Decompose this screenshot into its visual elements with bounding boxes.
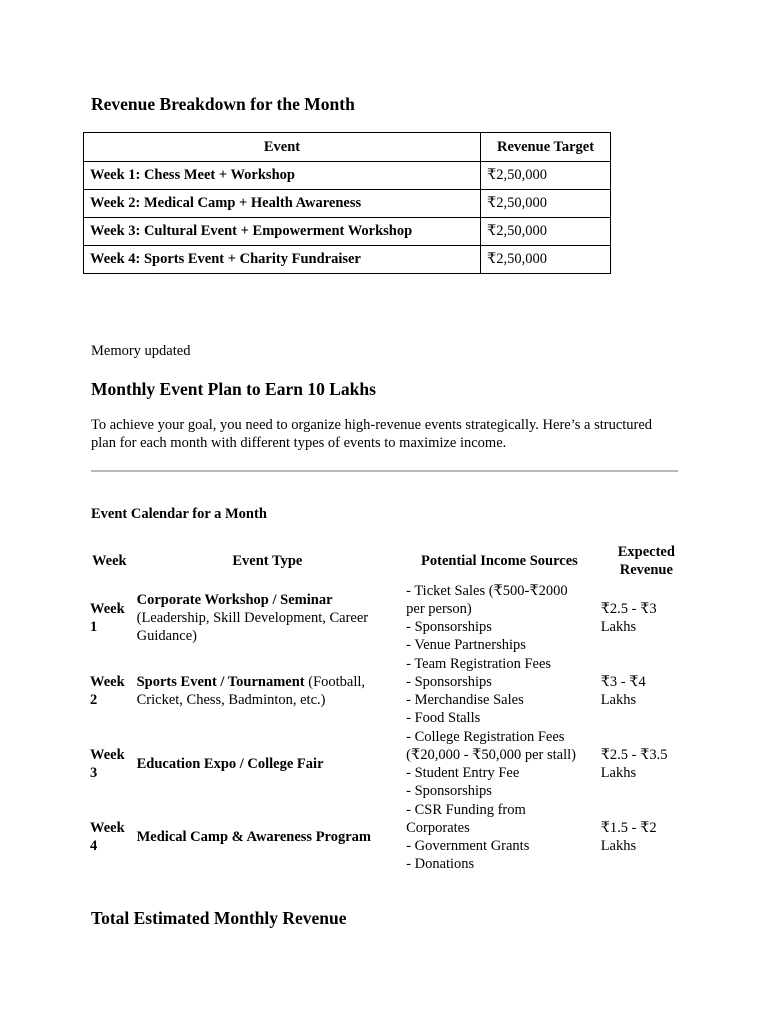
income-sources-cell [402, 800, 597, 873]
income-source-item: - Sponsorships [406, 782, 492, 799]
event-type-title: Education Expo / College Fair [136, 755, 324, 772]
table-row [84, 246, 611, 274]
week-label: Week [90, 819, 125, 836]
target-cell: ₹2,50,000 [481, 190, 611, 218]
event-type-title: Corporate Workshop / Seminar [136, 591, 333, 608]
income-source-item: - Donations [406, 855, 475, 872]
table-row [84, 190, 611, 218]
plan-intro-line: plan for each month with different types of events to maximize income. [91, 435, 507, 451]
revenue-unit: Lakhs [600, 691, 637, 708]
income-sources-cell [402, 727, 597, 800]
event-cell: Week 4: Sports Event + Charity Fundraiser [84, 246, 481, 274]
target-cell: ₹2,50,000 [481, 218, 611, 246]
revenue-unit: Lakhs [600, 618, 637, 635]
event-type-title: Medical Camp & Awareness Program [136, 828, 371, 845]
income-source-item: - Venue Partnerships [406, 636, 526, 653]
target-cell: ₹2,50,000 [481, 246, 611, 274]
event-type-cell [133, 654, 403, 727]
income-source-item: - Sponsorships [406, 673, 492, 690]
memory-updated-note: Memory updated [91, 343, 191, 359]
event-calendar-heading: Event Calendar for a Month [91, 506, 267, 522]
column-header-week: Week [91, 553, 127, 569]
income-source-item: - CSR Funding from [406, 801, 526, 818]
income-sources-cell [402, 581, 597, 654]
table-row [84, 218, 611, 246]
table-row [86, 581, 696, 654]
week-cell [86, 727, 133, 800]
table-row [86, 800, 696, 873]
income-source-item: per person) [406, 600, 472, 617]
column-header-revenue-target: Revenue Target [481, 133, 611, 162]
week-cell [86, 654, 133, 727]
expected-revenue-cell [597, 581, 696, 654]
revenue-unit: Lakhs [600, 764, 637, 781]
week-number: 1 [90, 618, 98, 635]
column-header-event-type: Event Type [232, 553, 303, 569]
income-source-item: - Merchandise Sales [406, 691, 524, 708]
week-label: Week [90, 746, 125, 763]
event-type-cell [133, 581, 403, 654]
revenue-breakdown-table [83, 132, 611, 274]
week-label: Week [90, 600, 125, 617]
column-header-income-sources: Potential Income Sources [421, 553, 578, 569]
event-type-title: Sports Event / Tournament [136, 673, 305, 690]
income-source-item: - Ticket Sales (₹500-₹2000 [406, 582, 568, 599]
table-header-row [84, 133, 611, 162]
income-source-item: (₹20,000 - ₹50,000 per stall) [406, 746, 577, 763]
target-cell: ₹2,50,000 [481, 162, 611, 190]
event-calendar-table [86, 541, 696, 873]
plan-intro-line: To achieve your goal, you need to organize high-revenue events strategically. Here’s a structured [91, 417, 653, 433]
table-row [84, 162, 611, 190]
horizontal-divider [91, 470, 678, 472]
event-type-cell [133, 727, 403, 800]
column-header-expected-revenue [597, 541, 696, 581]
week-label: Week [90, 673, 125, 690]
income-source-item: - Student Entry Fee [406, 764, 520, 781]
revenue-range: ₹2.5 - ₹3.5 [600, 746, 668, 763]
revenue-range: ₹2.5 - ₹3 [600, 600, 657, 617]
revenue-unit: Lakhs [600, 837, 637, 854]
header-text: Expected [617, 544, 675, 560]
week-number: 4 [90, 837, 98, 854]
week-number: 3 [90, 764, 98, 781]
column-header-event: Event [84, 133, 481, 162]
total-revenue-heading: Total Estimated Monthly Revenue [91, 908, 347, 928]
event-cell: Week 1: Chess Meet + Workshop [84, 162, 481, 190]
plan-intro [91, 416, 652, 452]
monthly-plan-heading: Monthly Event Plan to Earn 10 Lakhs [91, 379, 376, 399]
expected-revenue-cell [597, 800, 696, 873]
income-source-item: - Food Stalls [406, 709, 481, 726]
income-source-item: - College Registration Fees [406, 728, 565, 745]
event-type-detail: (Football, [304, 673, 366, 690]
header-text: Revenue [619, 562, 673, 578]
revenue-breakdown-heading: Revenue Breakdown for the Month [91, 94, 355, 114]
event-type-detail: Cricket, Chess, Badminton, etc.) [136, 691, 326, 708]
week-cell [86, 800, 133, 873]
income-source-item: - Team Registration Fees [406, 655, 552, 672]
table-row [86, 727, 696, 800]
week-cell [86, 581, 133, 654]
income-sources-cell [402, 654, 597, 727]
expected-revenue-cell [597, 654, 696, 727]
income-source-item: - Government Grants [406, 837, 530, 854]
event-cell: Week 2: Medical Camp + Health Awareness [84, 190, 481, 218]
revenue-range: ₹1.5 - ₹2 [600, 819, 657, 836]
table-row [86, 654, 696, 727]
income-source-item: - Sponsorships [406, 618, 492, 635]
revenue-range: ₹3 - ₹4 [600, 673, 646, 690]
income-source-item: Corporates [406, 819, 470, 836]
event-cell: Week 3: Cultural Event + Empowerment Workshop [84, 218, 481, 246]
event-type-cell [133, 800, 403, 873]
table-header-row [86, 541, 696, 581]
week-number: 2 [90, 691, 98, 708]
event-type-detail: (Leadership, Skill Development, Career [136, 609, 369, 626]
event-type-detail: Guidance) [136, 627, 197, 644]
expected-revenue-cell [597, 727, 696, 800]
